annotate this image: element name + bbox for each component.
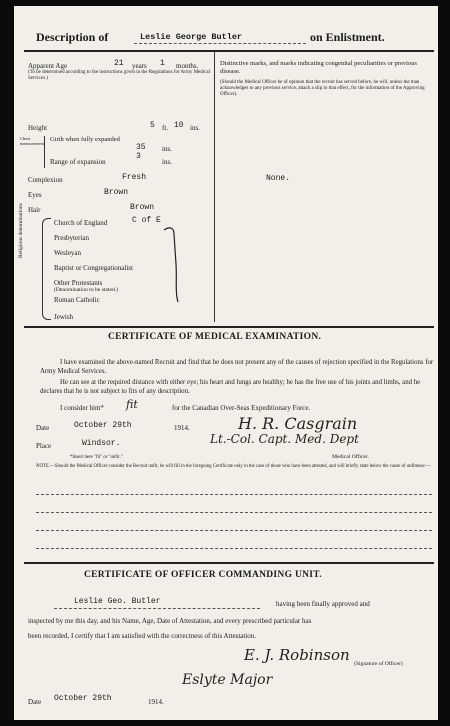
consider-suffix: for the Canadian Over-Seas Expeditionary Force. [172, 404, 311, 412]
marks-value: None. [266, 174, 291, 183]
religion-label-0: Church of England [54, 219, 108, 227]
oc-heading: CERTIFICATE OF OFFICER COMMANDING UNIT. [84, 570, 322, 580]
place-label: Place [36, 442, 52, 450]
name-line [134, 43, 306, 44]
medical-date-label: Date [36, 424, 50, 432]
height-label: Height [28, 124, 48, 132]
oc-name-line [54, 608, 260, 609]
medical-footnote: NOTE.—Should the Medical Officer consider the Recruit unfit, he will fill in the foregoing Certificate only in the case of those who have been attested, and will briefly state below the cause of unfitness:— [36, 464, 431, 469]
chest-bracket [44, 136, 45, 168]
religion-label-6: Roman Catholic [54, 296, 100, 304]
title-suffix: on Enlistment. [310, 30, 385, 44]
insert-note: *Insert here "fit" or "unfit." [70, 455, 123, 460]
oc-year: 1914. [148, 698, 164, 706]
complexion-value: Fresh [122, 173, 147, 182]
medical-officer-signature: H. R. Casgrain [238, 414, 358, 433]
complexion-label: Complexion [28, 176, 63, 184]
age-months-unit: months. [176, 62, 199, 70]
recruit-name: Leslie George Butler [140, 32, 243, 42]
religion-bracket [42, 218, 51, 320]
oc-signature: E. J. Robinson [244, 646, 350, 664]
religion-label-7: Jewish [54, 313, 74, 321]
oc-date-value: October 29th [54, 694, 112, 703]
oc-line1-suffix: having been finally approved and [276, 600, 370, 608]
chest-range-value: 3 [136, 152, 141, 161]
unfitness-line-3 [36, 530, 432, 531]
chest-section-label: Chest measurement [20, 136, 44, 146]
medical-officer-label: Medical Officer. [332, 454, 369, 460]
section-rule-2 [24, 562, 434, 564]
oc-line2: inspected by me this day, and his Name, Age, Date of Attestation, and every prescribed particular has [28, 617, 312, 625]
age-years: 21 [114, 59, 124, 68]
column-divider [214, 52, 215, 322]
medical-para-1: I have examined the above-named Recruit and find that he does not present any of the causes of rejection specified in the Regulations for Army Medical Services. [40, 359, 434, 375]
unfitness-line-4 [36, 548, 432, 549]
chest-range-label: Range of expansion [50, 158, 106, 166]
attestation-paper [14, 6, 438, 720]
title-prefix: Description of [36, 30, 109, 44]
religion-label-2: Wesleyan [54, 249, 82, 257]
medical-heading: CERTIFICATE OF MEDICAL EXAMINATION. [108, 332, 322, 342]
oc-name-value: Leslie Geo. Butler [74, 597, 161, 606]
chest-girth-label: Girth when fully expanded [50, 136, 120, 143]
height-ft-unit: ft. [162, 124, 169, 132]
medical-year: 1914. [174, 424, 190, 432]
section-rule-1 [24, 326, 434, 328]
unfitness-line-1 [36, 494, 432, 495]
eyes-value: Brown [104, 188, 129, 197]
place-value: Windsor. [82, 439, 121, 448]
marks-label: Distinctive marks, and marks indicating congenital peculiarities or previous disease. [220, 60, 417, 75]
religion-section-label: Religious denominations [18, 203, 24, 258]
hair-value: Brown [130, 203, 155, 212]
consider-prefix: I consider him* [60, 404, 104, 412]
oc-signature-label: (Signature of Officer) [354, 661, 403, 667]
age-label: Apparent Age [28, 62, 68, 70]
height-feet: 5 [150, 121, 155, 130]
oc-signature-2: Eslyte Major [182, 672, 273, 688]
religion-pen-mark [162, 224, 184, 304]
medical-officer-rank: Lt.-Col. Capt. Med. Dept [210, 432, 359, 446]
religion-label-4: Other Protestants [54, 279, 103, 287]
age-months: 1 [160, 59, 165, 68]
medical-date-value: October 29th [74, 421, 132, 430]
eyes-label: Eyes [28, 191, 42, 199]
chest-range-unit: ins. [162, 158, 172, 166]
height-in-unit: ins. [190, 124, 200, 132]
chest-girth-unit: ins. [162, 145, 172, 153]
religion-label-1: Presbyterian [54, 234, 89, 242]
unfitness-line-2 [36, 512, 432, 513]
religion-label-3: Baptist or Congregationalist [54, 264, 133, 272]
oc-line3: been recorded, I certify that I am satisfied with the correctness of this Attestation. [28, 632, 257, 640]
chest-girth-value: 35 [136, 143, 146, 152]
marks-note: (Should the Medical Officer be of opinion that the recruit has served before, he will, unless the man acknowledges to any previous service, attach a slip to that effect, for the information of the Approving Officer). [220, 80, 425, 97]
consider-value: fit [126, 398, 138, 411]
height-inches: 10 [174, 121, 184, 130]
religion-value-0: C of E [132, 216, 161, 225]
header-rule [24, 50, 434, 52]
medical-para-2: He can see at the required distance with either eye; his heart and lungs are healthy; he has the free use of his joints and limbs, and he declares that he is not subject to fits of any description. [40, 379, 421, 395]
age-note: (To be determined according to the instructions given in the Regulations for Army Medical Services.) [28, 70, 210, 81]
hair-label: Hair [28, 206, 41, 214]
oc-date-label: Date [28, 698, 42, 706]
religion-label-5: (Denomination to be stated.) [54, 287, 119, 293]
age-years-unit: years [132, 62, 147, 70]
